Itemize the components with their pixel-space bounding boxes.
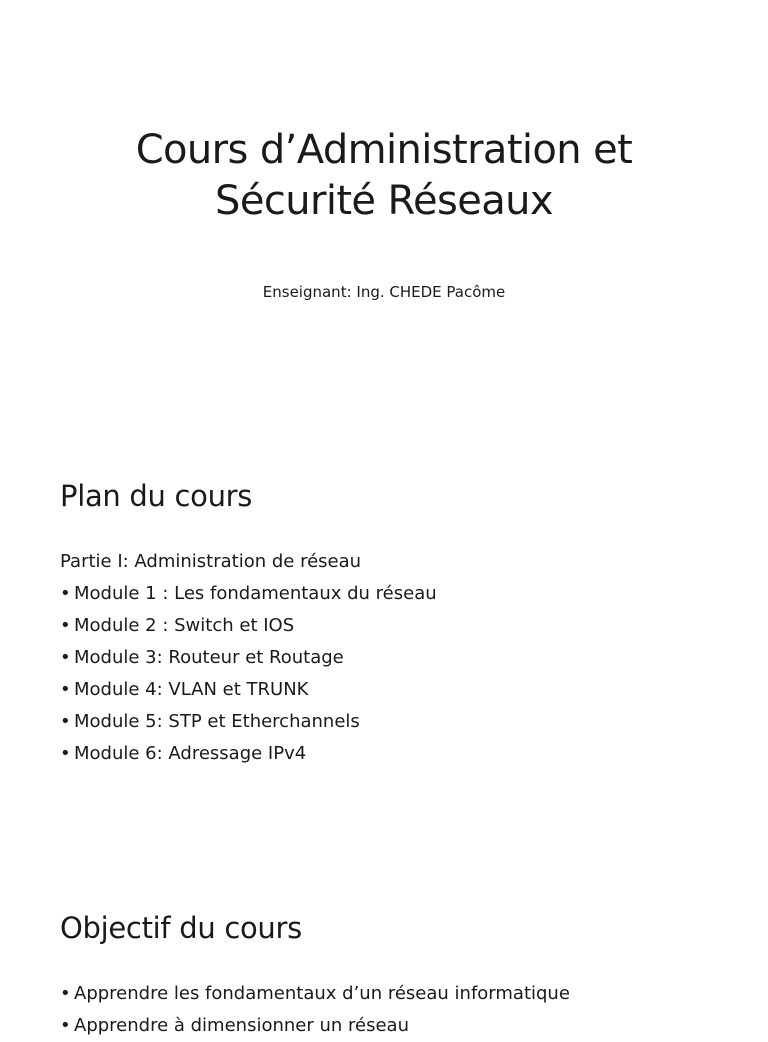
bullet-icon: • [60,583,71,604]
bullet-icon: • [60,679,71,700]
bullet-icon: • [60,711,71,732]
objectif-item-1 [60,978,570,1010]
plan-item-module-3 [60,642,437,674]
objectif-list [60,978,570,1042]
teacher-subtitle: Enseignant: Ing. CHEDE Pacôme [262,283,506,301]
bullet-icon: • [60,1015,71,1036]
objectif-item-label: Apprendre à dimensionner un réseau [74,1015,409,1036]
bullet-icon: • [60,647,71,668]
plan-item-module-5 [60,706,437,738]
plan-item-label: Module 2 : Switch et IOS [74,615,295,636]
objectif-item-label: Apprendre les fondamentaux d’un réseau informatique [74,983,570,1004]
bullet-icon: • [60,983,71,1004]
plan-item-label: Module 4: VLAN et TRUNK [74,679,309,700]
plan-item-module-4 [60,674,437,706]
objectif-item-2 [60,1010,570,1042]
bullet-icon: • [60,615,71,636]
plan-section-title: Plan du cours [60,479,253,513]
course-title [0,125,768,227]
plan-item-label: Module 5: STP et Etherchannels [74,711,360,732]
plan-item-label: Module 3: Routeur et Routage [74,647,344,668]
plan-item-module-1 [60,578,437,610]
bullet-icon: • [60,743,71,764]
plan-list [60,546,437,770]
objectif-section-title: Objectif du cours [60,911,302,945]
course-title-line-2: Sécurité Réseaux [215,177,553,224]
plan-item-module-6 [60,738,437,770]
course-title-line-1: Cours d’Administration et [135,126,633,173]
plan-item-module-2 [60,610,437,642]
plan-item-label: Module 6: Adressage IPv4 [74,743,307,764]
plan-item-label: Module 1 : Les fondamentaux du réseau [74,583,437,604]
plan-part-heading: Partie I: Administration de réseau [60,551,362,572]
